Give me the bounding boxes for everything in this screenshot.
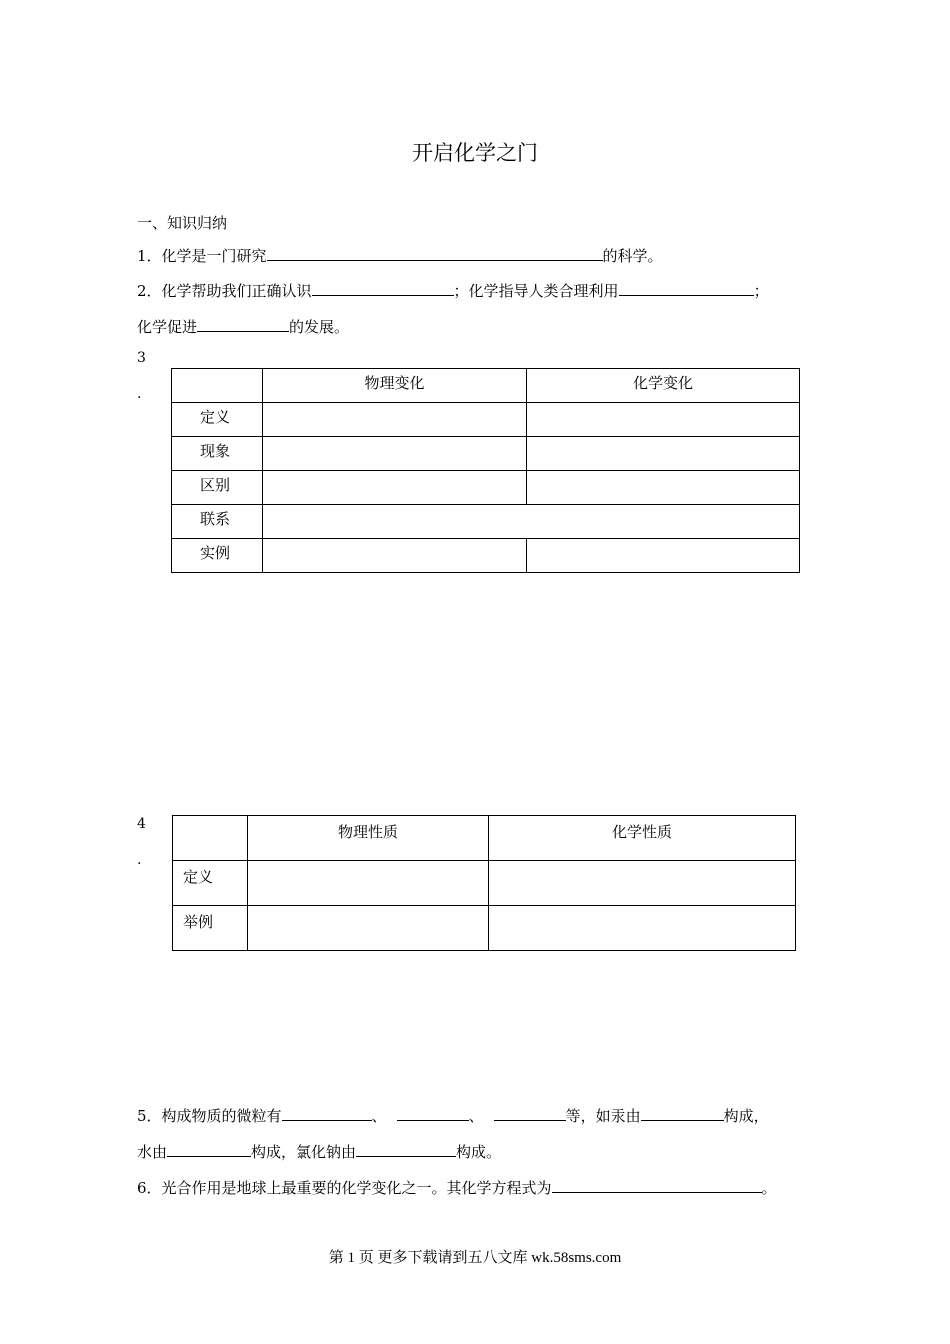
table-cell[interactable] <box>527 403 800 437</box>
q3-dot: . <box>137 386 142 402</box>
table-cell[interactable] <box>263 437 527 471</box>
q2-blank-1[interactable] <box>312 281 454 296</box>
row-label-phenomenon: 现象 <box>172 437 263 471</box>
q5-line2-mid: 构成，氯化钠由 <box>251 1143 357 1161</box>
q1-prefix: 1．化学是一门研究 <box>137 247 267 265</box>
table-cell[interactable] <box>263 539 527 573</box>
header-physical-change: 物理变化 <box>263 369 527 403</box>
q5-line2-prefix: 水由 <box>137 1143 168 1161</box>
question-5-line-2 <box>137 1141 501 1162</box>
table-cell[interactable] <box>248 861 489 906</box>
q5-blank-3[interactable] <box>494 1106 566 1121</box>
q1-blank[interactable] <box>267 246 603 261</box>
q5-blank-5[interactable] <box>167 1142 251 1157</box>
question-2-line-2 <box>137 316 349 337</box>
table-cell[interactable] <box>489 861 796 906</box>
table-cell[interactable] <box>527 539 800 573</box>
q2-line2-suffix: 的发展。 <box>289 318 350 336</box>
physical-chemical-property-table <box>172 815 796 951</box>
table-corner-cell <box>172 369 263 403</box>
header-chemical-change: 化学变化 <box>527 369 800 403</box>
q5-text-b: 构成， <box>723 1107 769 1125</box>
q5-prefix: 5．构成物质的微粒有 <box>137 1107 282 1125</box>
q1-suffix: 的科学。 <box>602 247 663 265</box>
q4-number: 4 <box>137 816 146 832</box>
row-label-definition: 定义 <box>172 403 263 437</box>
q6-blank[interactable] <box>552 1178 762 1193</box>
table-cell[interactable] <box>263 403 527 437</box>
page-title: 开启化学之门 <box>412 141 538 165</box>
q5-blank-2[interactable] <box>397 1106 469 1121</box>
q5-text-a: 等，如汞由 <box>565 1107 641 1125</box>
row-label-connection: 联系 <box>172 505 263 539</box>
question-1 <box>137 245 663 266</box>
q5-blank-6[interactable] <box>356 1142 456 1157</box>
table-cell[interactable] <box>527 471 800 505</box>
q6-suffix: 。 <box>761 1179 777 1197</box>
question-6 <box>137 1177 777 1198</box>
q2-prefix: 2．化学帮助我们正确认识 <box>137 282 312 300</box>
q2-end: ； <box>753 282 769 300</box>
table-cell[interactable] <box>248 906 489 951</box>
table-cell-merged[interactable] <box>263 505 800 539</box>
page-footer: 第 1 页 更多下载请到五八文库 wk.58sms.com <box>328 1250 622 1266</box>
row-label-definition: 定义 <box>173 861 248 906</box>
header-physical-property: 物理性质 <box>248 816 489 861</box>
row-label-example: 实例 <box>172 539 263 573</box>
table-corner-cell <box>173 816 248 861</box>
table-cell[interactable] <box>263 471 527 505</box>
row-label-example: 举例 <box>173 906 248 951</box>
q3-number: 3 <box>137 350 146 366</box>
physical-chemical-change-table <box>171 368 800 573</box>
q5-blank-4[interactable] <box>641 1106 724 1121</box>
question-5 <box>137 1105 769 1126</box>
q5-sep-2: 、 <box>468 1107 484 1125</box>
q5-blank-1[interactable] <box>282 1106 372 1121</box>
q2-blank-2[interactable] <box>619 281 754 296</box>
q4-dot: . <box>137 852 142 868</box>
q5-line2-end: 构成。 <box>456 1143 502 1161</box>
question-2 <box>137 280 769 301</box>
q6-prefix: 6．光合作用是地球上最重要的化学变化之一。其化学方程式为 <box>137 1179 552 1197</box>
q2-mid: ；化学指导人类合理利用 <box>453 282 619 300</box>
table-cell[interactable] <box>527 437 800 471</box>
q2-line2-prefix: 化学促进 <box>137 318 198 336</box>
table-cell[interactable] <box>489 906 796 951</box>
row-label-difference: 区别 <box>172 471 263 505</box>
q5-sep-1: 、 <box>371 1107 387 1125</box>
q2-blank-3[interactable] <box>197 317 289 332</box>
section-heading: 一、知识归纳 <box>137 214 228 232</box>
header-chemical-property: 化学性质 <box>489 816 796 861</box>
